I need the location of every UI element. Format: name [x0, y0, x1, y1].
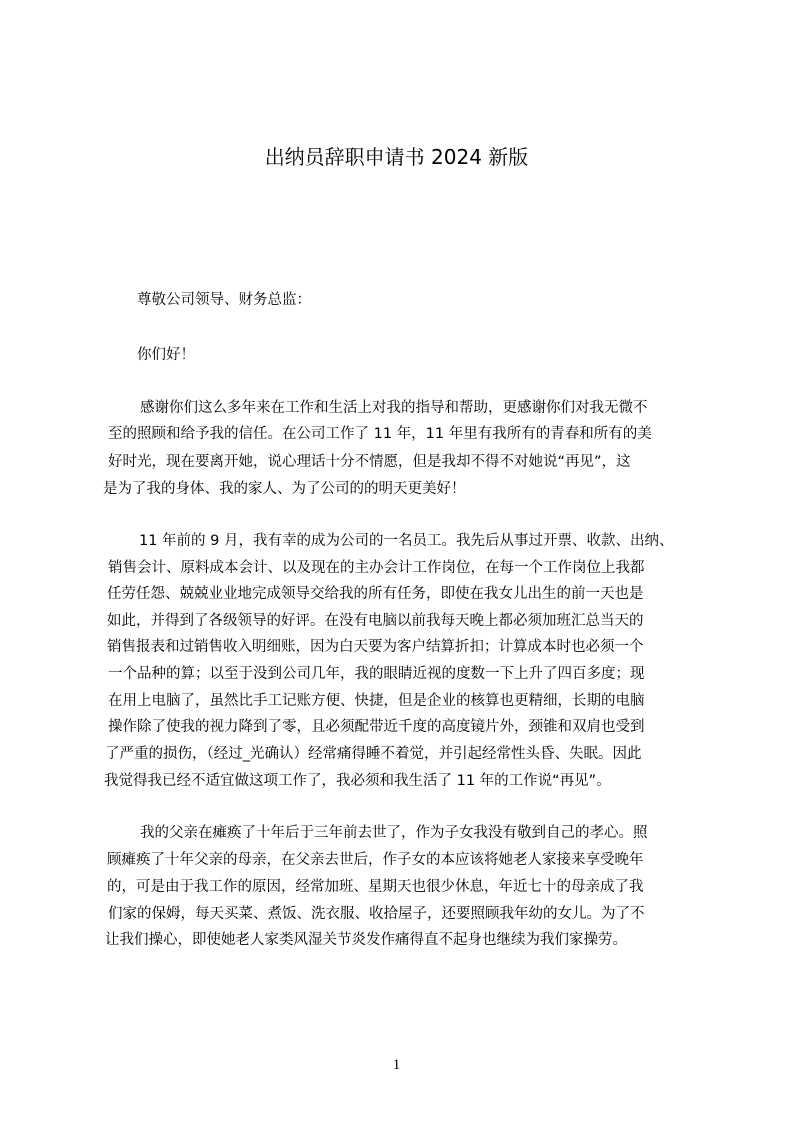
- paragraph-2-line-2: 销售会计、原料成本会计、以及现在的主办会计工作岗位，在每一个工作岗位上我都: [108, 560, 645, 576]
- greeting: 你们好！: [137, 347, 195, 363]
- salutation: 尊敬公司领导、财务总监：: [137, 292, 311, 308]
- paragraph-2-line-5: 销售报表和过销售收入明细账，因为白天要为客户结算折扣；计算成本时也必须一个: [107, 639, 644, 655]
- paragraph-2-line-4: 如此，并得到了各级领导的好评。在没有电脑以前我每天晚上都必须加班汇总当天的: [107, 613, 644, 629]
- page-number: 1: [392, 1057, 401, 1073]
- paragraph-2-line-10: 我觉得我已经不适宜做这项工作了，我必须和我生活了 11 年的工作说“再见”。: [104, 773, 611, 789]
- paragraph-2-line-1: 11 年前的 9 月，我有幸的成为公司的一名员工。我先后从事过开票、收款、出纳、: [139, 533, 674, 549]
- paragraph-2-line-9: 了严重的损伤，（经过_光确认）经常痛得睡不着觉，并引起经常性头昏、失眠。因此: [105, 746, 642, 762]
- paragraph-3-line-5: 让我们操心，即使她老人家类风湿关节炎发作痛得直不起身也继续为我们家操劳。: [105, 932, 627, 948]
- paragraph-3-line-1: 我的父亲在瘫痪了十年后于三年前去世了，作为子女我没有敬到自己的孝心。照: [140, 825, 648, 841]
- paragraph-1-line-2: 至的照顾和给予我的信任。在公司工作了 11 年，11 年里有我所有的青春和所有的美: [108, 426, 652, 442]
- paragraph-2-line-3: 任劳任怨、兢兢业业地完成领导交给我的所有任务，即使在我女儿出生的前一天也是: [107, 586, 644, 602]
- paragraph-3-line-4: 们家的保姆，每天买菜、煮饭、洗衣服、收拾屋子，还要照顾我年幼的女儿。为了不: [108, 906, 645, 922]
- paragraph-2-line-6: 一个品种的算；以至于没到公司几年，我的眼睛近视的度数一下上升了四百多度；现: [108, 666, 645, 682]
- paragraph-3-line-3: 的，可是由于我工作的原因，经常加班、星期天也很少休息，年近七十的母亲成了我: [107, 879, 644, 895]
- paragraph-2-line-7: 在用上电脑了，虽然比手工记账方便、快捷，但是企业的核算也更精细，长期的电脑: [108, 693, 645, 709]
- document-title: 出纳员辞职申请书 2024 新版: [264, 145, 529, 169]
- paragraph-1-line-4: 是为了我的身体、我的家人、为了公司的的明天更美好！: [103, 481, 466, 497]
- paragraph-1-line-3: 好时光，现在要离开她，说心理话十分不情愿，但是我却不得不对她说“再见”，这: [108, 454, 631, 470]
- paragraph-1-line-1: 感谢你们这么多年来在工作和生活上对我的指导和帮助，更感谢你们对我无微不: [140, 400, 648, 416]
- paragraph-3-line-2: 顾瘫痪了十年父亲的母亲，在父亲去世后，作子女的本应该将她老人家接来享受晚年: [107, 852, 644, 868]
- paragraph-2-line-8: 操作除了使我的视力降到了零，且必须配带近千度的高度镜片外，颈锥和双肩也受到: [108, 719, 645, 735]
